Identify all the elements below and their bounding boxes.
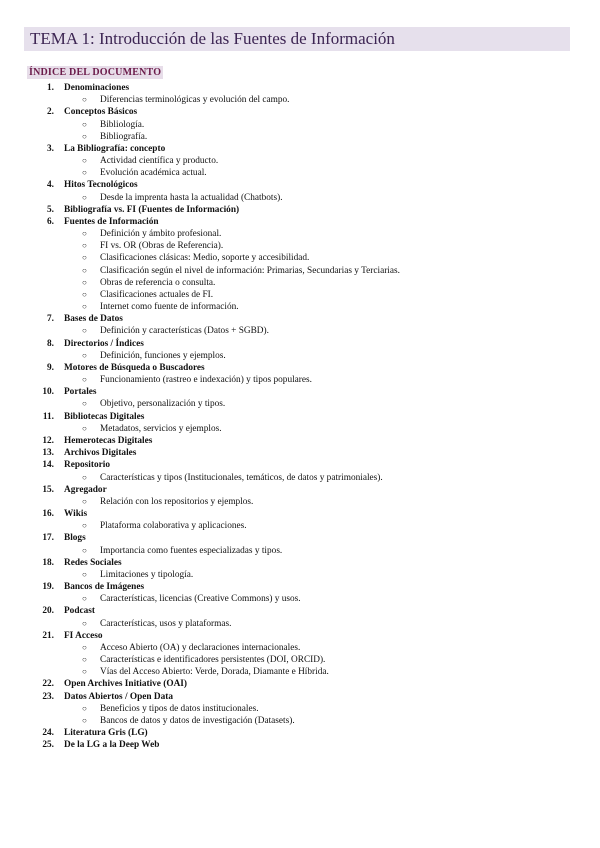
toc-item-label: Agregador [64,484,107,495]
toc-subitem-label: Objetivo, personalización y tipos. [100,399,226,410]
toc-item [0,338,600,350]
toc-subitem-label: Internet como fuente de información. [100,302,239,313]
toc-subitem-label: Metadatos, servicios y ejemplos. [100,423,222,434]
toc-subitem [0,642,600,654]
circle-bullet-icon: ○ [82,265,87,275]
circle-bullet-icon: ○ [82,119,87,129]
toc-item-label: Fuentes de Información [64,216,159,227]
toc-subitem-label: Bibliografía. [100,131,148,142]
circle-bullet-icon: ○ [82,655,87,665]
toc-subitem [0,277,600,289]
toc-subitem-label: Funcionamiento (rastreo e indexación) y tipos populares. [100,375,312,386]
toc-item [0,727,600,739]
toc-item [0,447,600,459]
table-of-contents [0,82,600,751]
toc-item-label: Blogs [64,533,86,544]
toc-item [0,691,600,703]
toc-item-label: Datos Abiertos / Open Data [64,691,173,702]
circle-bullet-icon: ○ [82,326,87,336]
toc-item [0,581,600,593]
toc-item [0,82,600,94]
circle-bullet-icon: ○ [82,253,87,263]
toc-item-number: 14. [42,460,54,471]
toc-item-label: Bibliografía vs. FI (Fuentes de Información) [64,204,240,215]
circle-bullet-icon: ○ [82,642,87,652]
toc-subitem-label: Clasificaciones actuales de FI. [100,289,214,300]
toc-item-label: Open Archives Initiative (OAI) [64,679,188,690]
toc-item [0,106,600,118]
toc-subitem [0,654,600,666]
toc-subitem [0,472,600,484]
circle-bullet-icon: ○ [82,703,87,713]
toc-subitem [0,289,600,301]
circle-bullet-icon: ○ [82,241,87,251]
toc-item [0,313,600,325]
circle-bullet-icon: ○ [82,399,87,409]
toc-item-label: La Bibliografía: concepto [64,143,166,154]
toc-item-number: 19. [42,582,54,593]
toc-item-number: 11. [42,411,54,422]
toc-item [0,484,600,496]
toc-item-number: 24. [42,728,54,739]
toc-item-number: 5. [47,204,54,215]
toc-item [0,216,600,228]
toc-subitem [0,131,600,143]
toc-subitem-label: Importancia como fuentes especializadas y tipos. [100,545,283,556]
circle-bullet-icon: ○ [82,95,87,105]
toc-item-number: 25. [42,740,54,751]
toc-subitem [0,715,600,727]
circle-bullet-icon: ○ [82,496,87,506]
circle-bullet-icon: ○ [82,302,87,312]
toc-item-number: 3. [47,143,54,154]
toc-item-label: Archivos Digitales [64,448,137,459]
toc-item [0,435,600,447]
toc-subitem [0,545,600,557]
toc-subitem-label: Características, licencias (Creative Commons) y usos. [100,594,301,605]
toc-subitem-label: Características e identificadores persistentes (DOI, ORCID). [100,655,326,666]
toc-subitem-label: Clasificación según el nivel de información: Primarias, Secundarias y Terciarias. [100,265,400,276]
toc-subitem [0,265,600,277]
toc-item-number: 16. [42,509,54,520]
toc-subitem [0,301,600,313]
toc-item-number: 20. [42,606,54,617]
toc-item-number: 12. [42,435,54,446]
toc-subitem [0,593,600,605]
toc-subitem [0,666,600,678]
toc-item-label: Conceptos Básicos [64,107,138,118]
toc-subitem-label: Definición y ámbito profesional. [100,229,222,240]
toc-item [0,204,600,216]
toc-item [0,179,600,191]
toc-item-number: 15. [42,484,54,495]
toc-subitem [0,520,600,532]
circle-bullet-icon: ○ [82,667,87,677]
toc-item-number: 13. [42,448,54,459]
toc-item [0,532,600,544]
toc-subitem-label: Obras de referencia o consulta. [100,277,216,288]
toc-item [0,630,600,642]
toc-subitem [0,618,600,630]
toc-subitem-label: Vías del Acceso Abierto: Verde, Dorada, Diamante e Híbrida. [100,667,329,678]
toc-item [0,557,600,569]
toc-item [0,508,600,520]
toc-subitem [0,325,600,337]
toc-item-label: Bases de Datos [64,314,123,325]
toc-subitem-label: Acceso Abierto (OA) y declaraciones internacionales. [100,642,301,653]
toc-subitem [0,569,600,581]
circle-bullet-icon: ○ [82,350,87,360]
circle-bullet-icon: ○ [82,569,87,579]
toc-item-label: Motores de Búsqueda o Buscadores [64,362,205,373]
toc-item [0,143,600,155]
toc-item-label: De la LG a la Deep Web [64,740,160,751]
toc-subitem-label: Diferencias terminológicas y evolución del campo. [100,95,290,106]
circle-bullet-icon: ○ [82,423,87,433]
toc-subitem [0,350,600,362]
index-heading: ÍNDICE DEL DOCUMENTO [29,67,162,78]
toc-subitem-label: Relación con los repositorios y ejemplos. [100,496,254,507]
toc-subitem [0,252,600,264]
toc-item-number: 4. [47,180,54,191]
toc-item-number: 17. [42,533,54,544]
toc-subitem-label: Desde la imprenta hasta la actualidad (Chatbots). [100,192,283,203]
circle-bullet-icon: ○ [82,715,87,725]
toc-subitem-label: FI vs. OR (Obras de Referencia). [100,241,224,252]
toc-subitem [0,496,600,508]
toc-item-label: Hemerotecas Digitales [64,435,153,446]
toc-item-label: Hitos Tecnológicos [64,180,138,191]
toc-subitem-label: Bancos de datos y datos de investigación (Datasets). [100,715,295,726]
toc-subitem-label: Actividad científica y producto. [100,156,219,167]
toc-item [0,411,600,423]
toc-item-number: 23. [42,691,54,702]
toc-subitem [0,240,600,252]
toc-item-label: Wikis [64,509,88,520]
toc-subitem [0,374,600,386]
toc-item-number: 18. [42,557,54,568]
toc-subitem-label: Evolución académica actual. [100,168,207,179]
toc-item-number: 9. [47,362,54,373]
toc-item-number: 22. [42,679,54,690]
circle-bullet-icon: ○ [82,521,87,531]
toc-subitem-label: Características y tipos (Institucionales, temáticos, de datos y patrimoniales). [100,472,383,483]
toc-item-label: Bibliotecas Digitales [64,411,145,422]
toc-item-label: Directorios / Índices [64,338,144,349]
circle-bullet-icon: ○ [82,375,87,385]
circle-bullet-icon: ○ [82,168,87,178]
toc-subitem [0,398,600,410]
toc-item-number: 10. [42,387,54,398]
toc-item-number: 1. [47,83,54,93]
circle-bullet-icon: ○ [82,472,87,482]
circle-bullet-icon: ○ [82,131,87,141]
page-title: TEMA 1: Introducción de las Fuentes de Información [30,29,395,48]
circle-bullet-icon: ○ [82,618,87,628]
toc-item-label: Denominaciones [64,83,130,93]
toc-subitem [0,423,600,435]
toc-subitem [0,167,600,179]
toc-subitem [0,155,600,167]
toc-item [0,386,600,398]
toc-item [0,459,600,471]
circle-bullet-icon: ○ [82,229,87,239]
toc-item-label: Redes Sociales [64,557,122,568]
toc-subitem-label: Definición y características (Datos + SGBD). [100,326,269,337]
toc-subitem [0,703,600,715]
circle-bullet-icon: ○ [82,594,87,604]
toc-item-label: Portales [64,387,97,398]
toc-subitem-label: Características, usos y plataformas. [100,618,232,629]
toc-item [0,362,600,374]
toc-subitem [0,228,600,240]
toc-subitem [0,94,600,106]
toc-item [0,739,600,751]
toc-item-number: 7. [47,314,54,325]
toc-item-number: 2. [47,107,54,118]
circle-bullet-icon: ○ [82,545,87,555]
toc-item-label: FI Acceso [64,630,103,641]
toc-item-label: Literatura Gris (LG) [64,728,148,739]
toc-subitem [0,192,600,204]
toc-subitem-label: Bibliología. [100,119,145,130]
toc-subitem-label: Clasificaciones clásicas: Medio, soporte y accesibilidad. [100,253,310,264]
circle-bullet-icon: ○ [82,289,87,299]
toc-item [0,678,600,690]
toc-item-label: Podcast [64,606,95,617]
title-bar [24,27,570,51]
toc-subitem-label: Beneficios y tipos de datos institucionales. [100,703,259,714]
toc-subitem [0,119,600,131]
toc-item-label: Bancos de Imágenes [64,582,145,593]
toc-subitem-label: Definición, funciones y ejemplos. [100,350,226,361]
toc-subitem-label: Plataforma colaborativa y aplicaciones. [100,521,247,532]
circle-bullet-icon: ○ [82,192,87,202]
circle-bullet-icon: ○ [82,156,87,166]
toc-item-number: 6. [47,216,54,227]
toc-item-number: 21. [42,630,54,641]
toc-item [0,605,600,617]
toc-subitem-label: Limitaciones y tipología. [100,569,194,580]
circle-bullet-icon: ○ [82,277,87,287]
toc-item-number: 8. [47,338,54,349]
toc-item-label: Repositorio [64,460,110,471]
